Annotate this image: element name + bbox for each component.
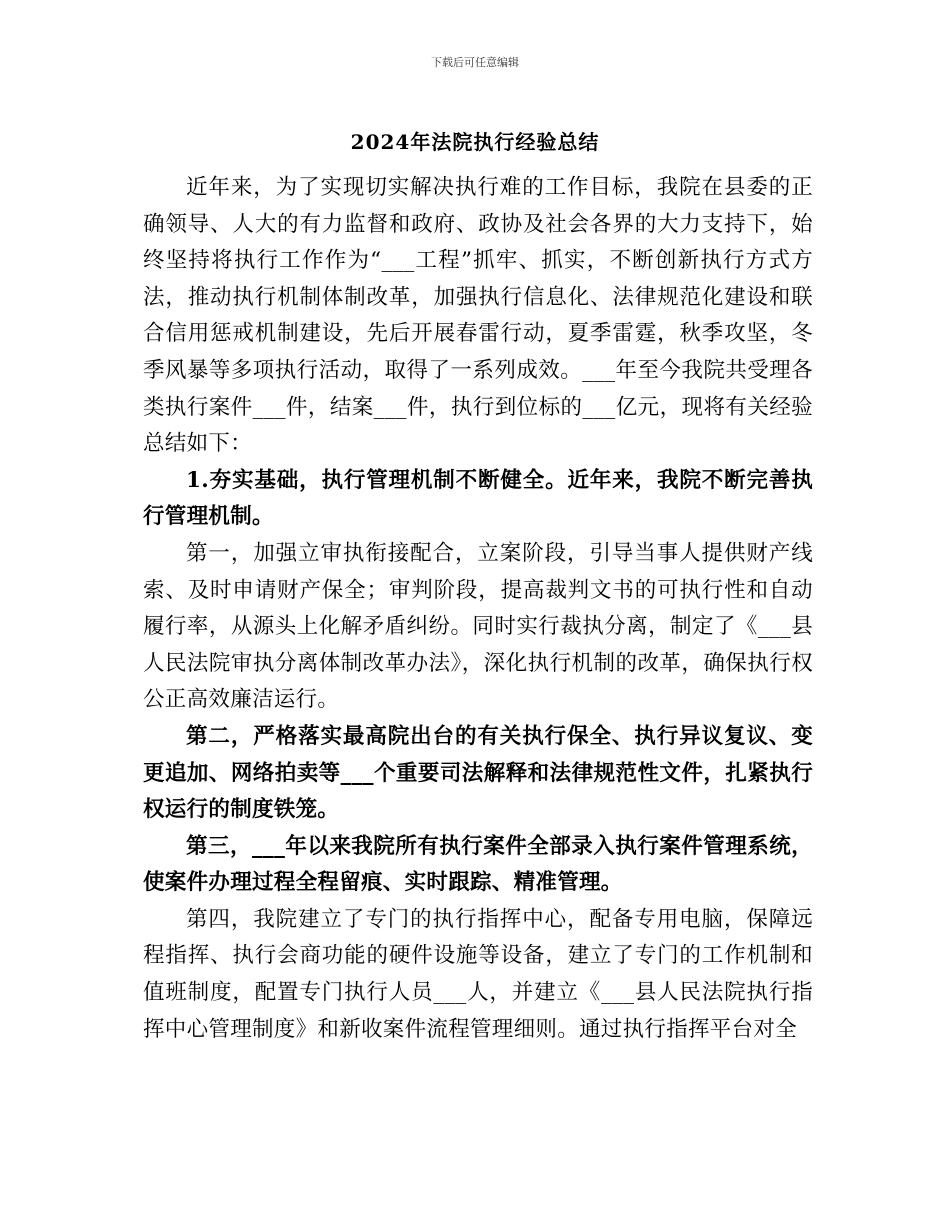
paragraph-fourth-point: 第四，我院建立了专门的执行指挥中心，配备专用电脑，保障远程指挥、执行会商功能的硬件设施等设备，建立了专门的工作机制和值班制度，配置专门执行人员___人，并建立《___县人民法院执行指挥中心管理制度》和新收案件流程管理细则。通过执行指挥平台对全 <box>143 906 813 1042</box>
paragraph-third-point: 第三，___年以来我院所有执行案件全部录入执行案件管理系统，使案件办理过程全程留痕、实时跟踪、精准管理。 <box>143 833 813 896</box>
paragraph-first-point: 第一，加强立审执衔接配合，立案阶段，引导当事人提供财产线索、及时申请财产保全；审判阶段，提高裁判文书的可执行性和自动履行率，从源头上化解矛盾纠纷。同时实行裁执分离，制定了《___县人民法院审执分离体制改革办法》，深化执行机制的改革，确保执行权公正高效廉洁运行。 <box>143 540 813 713</box>
document-body <box>143 170 813 1048</box>
header-note: 下载后可任意编辑 <box>431 56 519 69</box>
paragraph-section-1-heading: 1.夯实基础，执行管理机制不断健全。近年来，我院不断完善执行管理机制。 <box>143 467 813 530</box>
paragraph-intro: 近年来，为了实现切实解决执行难的工作目标，我院在县委的正确领导、人大的有力监督和政府、政协及社会各界的大力支持下，始终坚持将执行工作作为“___工程”抓牢、抓实，不断创新执行方式方法，推动执行机制体制改革，加强执行信息化、法律规范化建设和联合信用惩戒机制建设，先后开展春雷行动，夏季雷霆，秋季攻坚，冬季风暴等多项执行活动，取得了一系列成效。___年至今我院共受理各类执行案件___件，结案___件，执行到位标的___亿元，现将有关经验总结如下： <box>143 175 813 457</box>
paragraph-second-point: 第二，严格落实最高院出台的有关执行保全、执行异议复议、变更追加、网络拍卖等___个重要司法解释和法律规范性文件，扎紧执行权运行的制度铁笼。 <box>143 723 813 823</box>
document-title: 2024年法院执行经验总结 <box>350 130 600 154</box>
